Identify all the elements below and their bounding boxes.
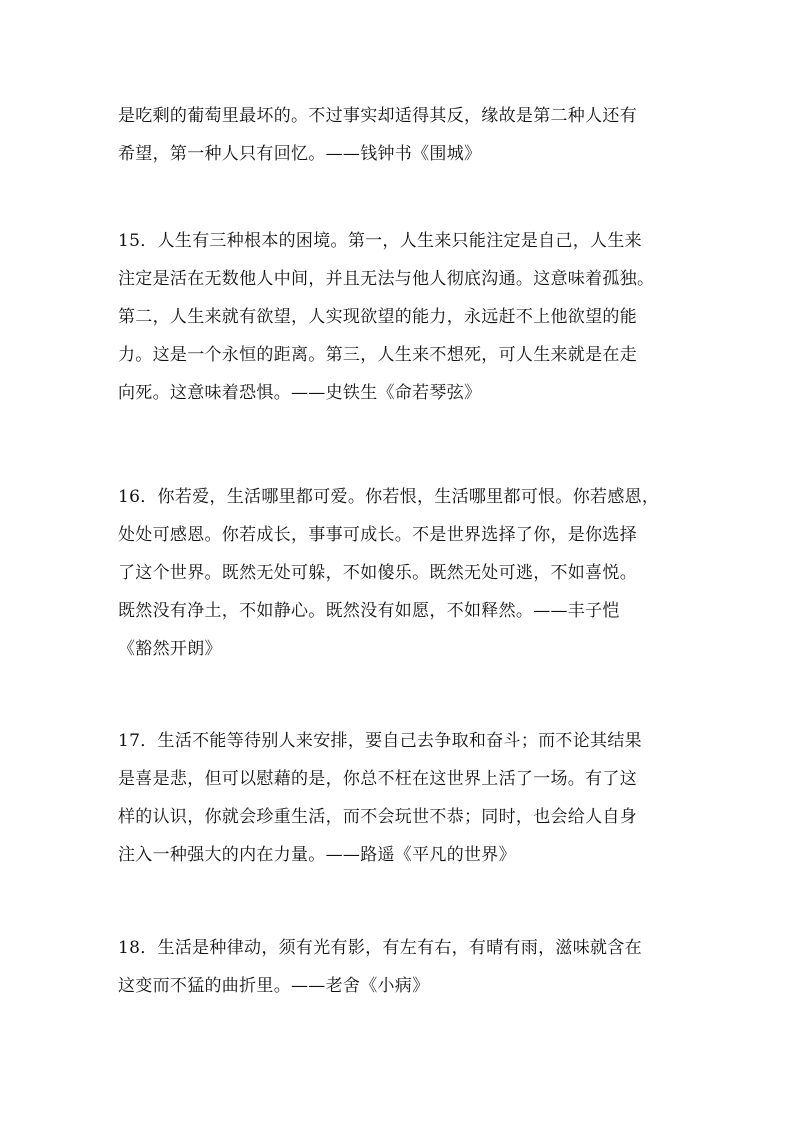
paragraph-line: 15．人生有三种根本的困境。第一，人生来只能注定是自己，人生来 — [118, 231, 642, 251]
paragraph-line: 了这个世界。既然无处可躲，不如傻乐。既然无处可逃，不如喜悦。 — [118, 563, 637, 583]
paragraph-line: 样的认识，你就会珍重生活，而不会玩世不恭；同时，也会给人自身 — [118, 807, 637, 827]
paragraph-line: 是喜是悲，但可以慰藉的是，你总不枉在这世界上活了一场。有了这 — [118, 769, 637, 789]
paragraph-line: 16．你若爱，生活哪里都可爱。你若恨，生活哪里都可恨。你若感恩， — [118, 487, 660, 507]
quote-paragraph-15 — [118, 222, 678, 412]
quote-paragraph-17 — [118, 722, 678, 874]
paragraph-line: 向死。这意味着恐惧。——史铁生《命若琴弦》 — [118, 383, 482, 403]
paragraph-line: 希望，第一种人只有回忆。——钱钟书《围城》 — [118, 144, 482, 164]
paragraph-line: 这变而不猛的曲折里。——老舍《小病》 — [118, 976, 430, 996]
paragraph-line: 注入一种强大的内在力量。——路遥《平凡的世界》 — [118, 845, 516, 865]
paragraph-line: 17．生活不能等待别人来安排，要自己去争取和奋斗；而不论其结果 — [118, 731, 642, 751]
paragraph-line: 是吃剩的葡萄里最坏的。不过事实却适得其反，缘故是第二种人还有 — [118, 106, 637, 126]
paragraph-line: 力。这是一个永恒的距离。第三，人生来不想死，可人生来就是在走 — [118, 345, 637, 365]
paragraph-line: 注定是活在无数他人中间，并且无法与他人彻底沟通。这意味着孤独。 — [118, 269, 655, 289]
paragraph-line: 既然没有净土，不如静心。既然没有如愿，不如释然。——丰子恺 — [118, 601, 620, 621]
paragraph-line: 18．生活是种律动，须有光有影，有左有右，有晴有雨，滋味就含在 — [118, 938, 642, 958]
paragraph-line: 《豁然开朗》 — [118, 639, 222, 659]
quote-paragraph-18 — [118, 929, 678, 1005]
paragraph-line: 第二，人生来就有欲望，人实现欲望的能力，永远赶不上他欲望的能 — [118, 307, 637, 327]
quote-paragraph-continued — [118, 97, 678, 173]
paragraph-line: 处处可感恩。你若成长，事事可成长。不是世界选择了你，是你选择 — [118, 525, 637, 545]
quote-paragraph-16 — [118, 478, 678, 668]
